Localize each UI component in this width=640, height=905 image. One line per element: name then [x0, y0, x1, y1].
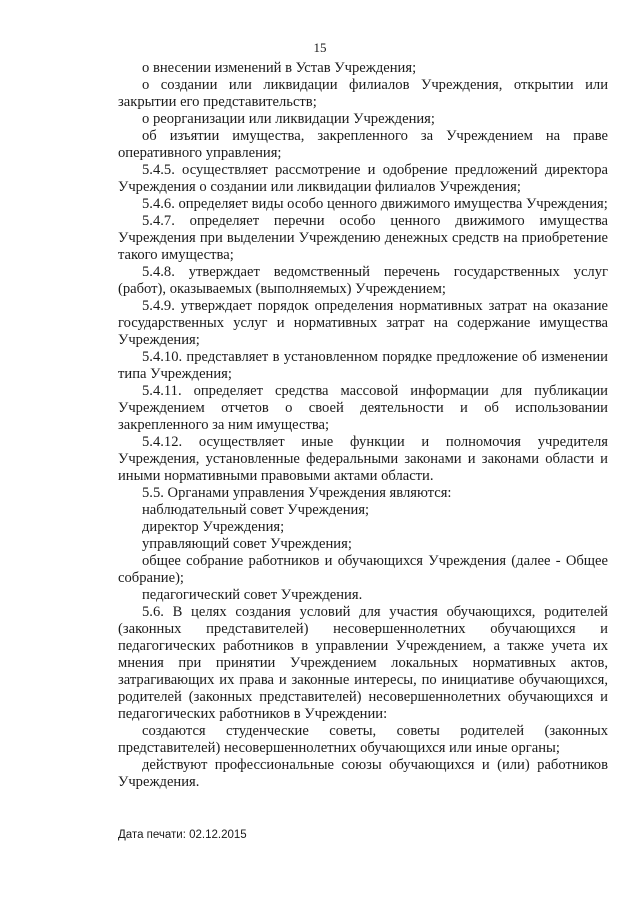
paragraph: действуют профессиональные союзы обучающихся и (или) работников Учреждения. [118, 757, 608, 790]
print-date: Дата печати: 02.12.2015 [118, 829, 247, 841]
paragraph: педагогический совет Учреждения. [142, 587, 363, 603]
paragraph: об изъятии имущества, закрепленного за Учреждением на праве оперативного управления; [118, 128, 608, 161]
paragraph: директор Учреждения; [142, 519, 285, 535]
paragraph: 5.4.7. определяет перечни особо ценного движимого имущества Учреждения при выделении Учреждению денежных средств на приобретение такого имущества; [118, 213, 608, 263]
paragraph: 5.4.11. определяет средства массовой информации для публикации Учреждением отчетов о своей деятельности и об использовании закрепленного за ним имущества; [118, 383, 608, 433]
document-body [118, 60, 608, 791]
paragraph: создаются студенческие советы, советы родителей (законных представителей) несовершеннолетних обучающихся или иные органы; [118, 723, 608, 756]
paragraph: 5.4.12. осуществляет иные функции и полномочия учредителя Учреждения, установленные федеральными законами и законами области и иными нормативными правовыми актами области. [118, 434, 608, 484]
paragraph: 5.4.10. представляет в установленном порядке предложение об изменении типа Учреждения; [118, 349, 608, 382]
paragraph: о реорганизации или ликвидации Учреждения; [142, 111, 435, 127]
paragraph: 5.4.5. осуществляет рассмотрение и одобрение предложений директора Учреждения о создании или ликвидации филиалов Учреждения; [118, 162, 608, 195]
paragraph: общее собрание работников и обучающихся Учреждения (далее - Общее собрание); [118, 553, 608, 586]
paragraph: 5.4.9. утверждает порядок определения нормативных затрат на оказание государственных услуг и нормативных затрат на содержание имущества Учреждения; [118, 298, 608, 348]
paragraph: управляющий совет Учреждения; [142, 536, 352, 552]
paragraph: о создании или ликвидации филиалов Учреждения, открытии или закрытии его представительств; [118, 77, 608, 110]
paragraph: 5.5. Органами управления Учреждения являются: [142, 485, 452, 501]
paragraph: о внесении изменений в Устав Учреждения; [142, 60, 417, 76]
paragraph: 5.4.8. утверждает ведомственный перечень государственных услуг (работ), оказываемых (выполняемых) Учреждением; [118, 264, 608, 297]
page-number: 15 [313, 40, 327, 55]
paragraph: 5.4.6. определяет виды особо ценного движимого имущества Учреждения; [142, 196, 608, 212]
paragraph: 5.6. В целях создания условий для участия обучающихся, родителей (законных представителей) несовершеннолетних обучающихся и педагогических работников в управлении Учреждением, а также учета их мнения при принятии Учреждением локальных нормативных актов, затрагивающих их права и законные интересы, по инициативе обучающихся, родителей (законных представителей) несовершеннолетних обучающихся и педагогических работников в Учреждении: [118, 604, 608, 722]
paragraph: наблюдательный совет Учреждения; [142, 502, 370, 518]
